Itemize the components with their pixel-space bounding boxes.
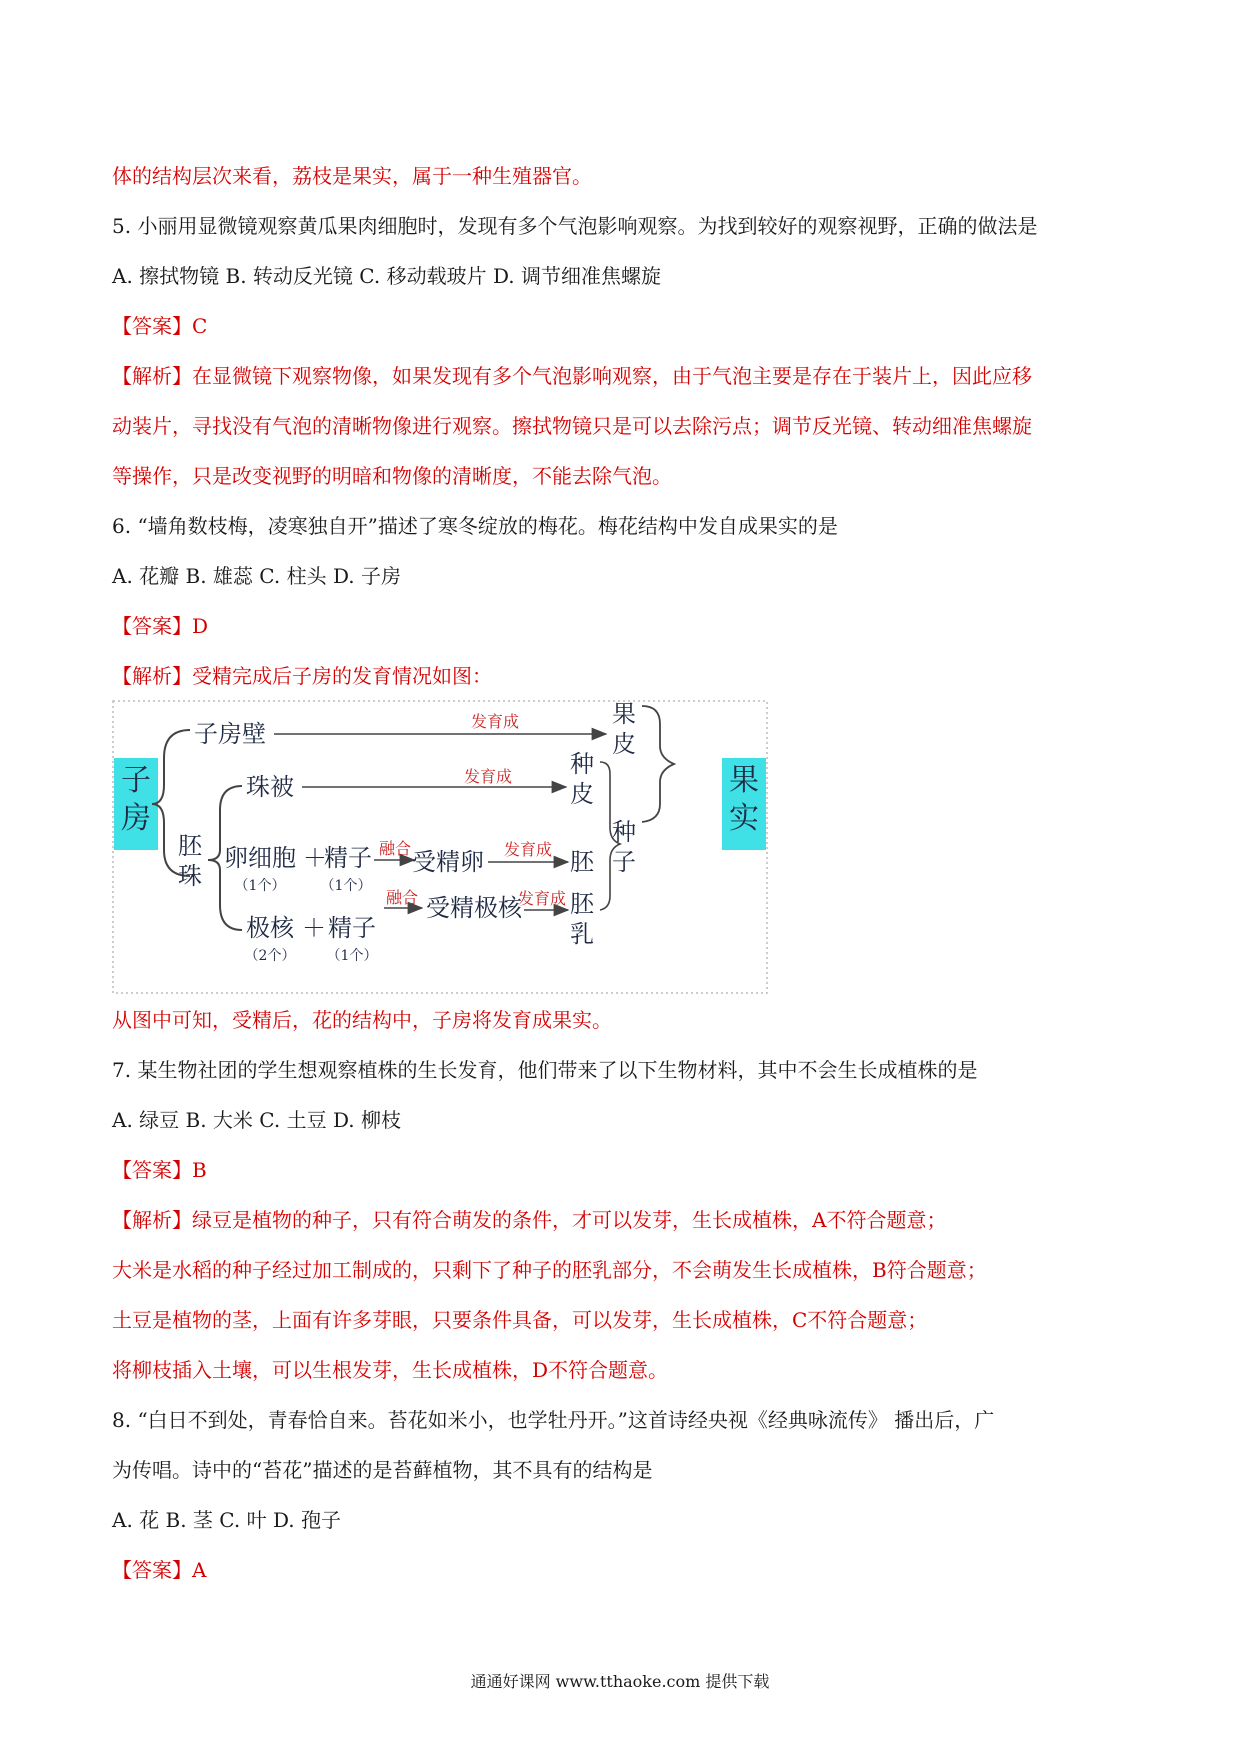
- seed-coat-label-2: 皮: [570, 780, 594, 808]
- pericarp-label-2: 皮: [612, 730, 636, 758]
- ovary-label-1: 子: [121, 763, 151, 798]
- analysis-7-line-2: 大米是水稻的种子经过加工制成的，只剩下了种子的胚乳部分，不会萌发生长成植株，B符合题意；: [112, 1258, 987, 1282]
- question-6: 6. “墙角数枝梅，凌寒独自开”描述了寒冬绽放的梅花。梅花结构中发自成果实的是: [112, 514, 838, 538]
- seed-coat-label-1: 种: [570, 750, 594, 778]
- page-footer: 通通好课网 www.tthaoke.com 提供下载: [470, 1672, 770, 1691]
- plus-sign-1: ＋: [303, 844, 327, 872]
- ovule-label-1: 胚: [178, 832, 202, 860]
- arrow-label-develop-4: 发育成: [517, 889, 567, 908]
- answer-7: 【答案】B: [112, 1158, 207, 1182]
- sperm-count-2: （1个）: [326, 948, 378, 964]
- ovary-wall-label: 子房壁: [194, 720, 266, 748]
- integument-label: 珠被: [246, 773, 294, 801]
- arrow-label-fuse-1: 融合: [378, 839, 412, 858]
- ovule-label-2: 珠: [178, 862, 202, 890]
- fruit-label-2: 实: [729, 801, 759, 836]
- question-5-options: A. 擦拭物镜 B. 转动反光镜 C. 移动载玻片 D. 调节细准焦螺旋: [112, 264, 661, 288]
- analysis-6-intro: 【解析】受精完成后子房的发育情况如图：: [112, 664, 492, 688]
- arrow-label-fuse-2: 融合: [385, 888, 419, 907]
- analysis-7-line-4: 将柳枝插入土壤，可以生根发芽，生长成植株，D不符合题意。: [112, 1358, 669, 1382]
- arrow-label-develop-1: 发育成: [470, 712, 520, 731]
- sperm-count-1: （1个）: [320, 878, 372, 894]
- endosperm-label-1: 胚: [570, 890, 594, 918]
- fruit-brace: [642, 706, 674, 822]
- endosperm-label-2: 乳: [570, 920, 594, 948]
- sperm-label-1: 精子: [324, 844, 372, 872]
- zygote-label: 受精卵: [412, 848, 484, 876]
- analysis-5-line-3: 等操作，只是改变视野的明暗和物像的清晰度，不能去除气泡。: [112, 464, 672, 488]
- answer-6: 【答案】D: [112, 614, 209, 638]
- analysis-7-line-3: 土豆是植物的茎，上面有许多芽眼，只要条件具备，可以发芽，生长成植株，C不符合题意；: [112, 1308, 928, 1332]
- question-6-options: A. 花瓣 B. 雄蕊 C. 柱头 D. 子房: [112, 564, 401, 588]
- sperm-label-2: 精子: [328, 914, 376, 942]
- plus-sign-2: ＋: [302, 914, 326, 942]
- ovary-development-diagram: [112, 700, 768, 994]
- analysis-5-line-1: 【解析】在显微镜下观察物像，如果发现有多个气泡影响观察，由于气泡主要是存在于装片上，因此应移: [112, 364, 1032, 388]
- arrow-label-develop-2: 发育成: [463, 767, 513, 786]
- answer-8: 【答案】A: [112, 1558, 207, 1582]
- seed-label-2: 子: [612, 848, 636, 876]
- question-8-options: A. 花 B. 茎 C. 叶 D. 孢子: [112, 1508, 341, 1532]
- egg-cell-count: （1个）: [234, 878, 286, 894]
- analysis-7-line-1: 【解析】绿豆是植物的种子，只有符合萌发的条件，才可以发芽，生长成植株，A不符合题意；: [112, 1208, 947, 1232]
- egg-cell-label: 卵细胞: [224, 844, 296, 872]
- analysis-5-line-2: 动装片，寻找没有气泡的清晰物像进行观察。擦拭物镜只是可以去除污点；调节反光镜、转动细准焦螺旋: [112, 414, 1032, 438]
- polar-nuclei-count: （2个）: [244, 948, 296, 964]
- question-7: 7. 某生物社团的学生想观察植株的生长发育，他们带来了以下生物材料，其中不会生长成植株的是: [112, 1058, 978, 1082]
- ovary-label-2: 房: [121, 801, 151, 836]
- seed-label-1: 种: [612, 818, 636, 846]
- arrow-label-develop-3: 发育成: [503, 840, 553, 859]
- polar-nuclei-label: 极核: [246, 914, 294, 942]
- embryo-label: 胚: [570, 848, 594, 876]
- answer-5: 【答案】C: [112, 314, 208, 338]
- paragraph-line: 体的结构层次来看，荔枝是果实，属于一种生殖器官。: [112, 164, 592, 188]
- pericarp-label-1: 果: [612, 700, 636, 728]
- question-5: 5. 小丽用显微镜观察黄瓜果肉细胞时，发现有多个气泡影响观察。为找到较好的观察视野，正确的做法是: [112, 214, 1038, 238]
- question-8-line-2: 为传唱。诗中的“苔花”描述的是苔藓植物，其不具有的结构是: [112, 1458, 653, 1482]
- analysis-6-conclusion: 从图中可知，受精后，花的结构中，子房将发育成果实。: [112, 1008, 612, 1032]
- question-7-options: A. 绿豆 B. 大米 C. 土豆 D. 柳枝: [112, 1108, 401, 1132]
- question-8-line-1: 8. “白日不到处，青春恰自来。苔花如米小，也学牡丹开。”这首诗经央视《经典咏流传》 播出后，广: [112, 1408, 995, 1432]
- fertilized-polar-label: 受精极核: [426, 894, 522, 922]
- fruit-label-1: 果: [729, 763, 759, 798]
